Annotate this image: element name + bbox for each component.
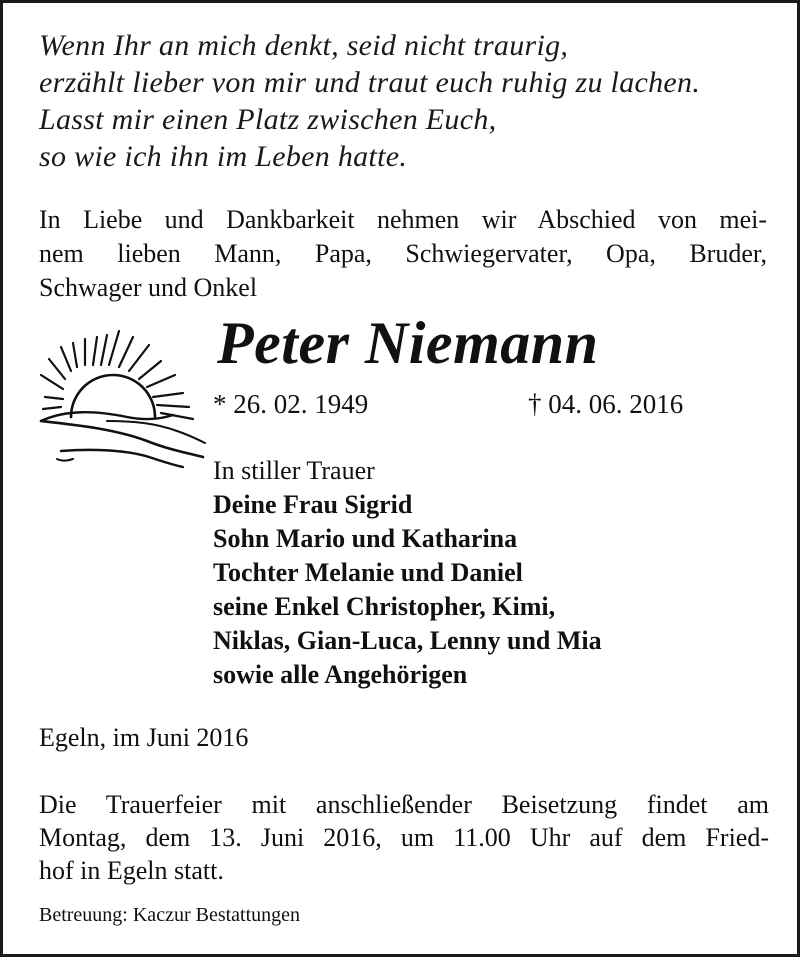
deceased-name: Peter Niemann (217, 310, 599, 376)
mourners-list (213, 454, 773, 692)
funeral-home-credit: Betreuung: Kaczur Bestattungen (39, 904, 301, 926)
ceremony-line: Montag, dem 13. Juni 2016, um 11.00 Uhr auf dem Fried- (39, 823, 769, 852)
intro-line: In Liebe und Dankbarkeit nehmen wir Abschied von mei- (39, 205, 767, 234)
mourner-line: Deine Frau Sigrid (213, 490, 413, 519)
ceremony-line: hof in Egeln statt. (39, 856, 224, 885)
place-and-date: Egeln, im Juni 2016 (39, 723, 249, 752)
poem-line: so wie ich ihn im Leben hatte. (39, 140, 408, 173)
intro-line: Schwager und Onkel (39, 273, 258, 302)
mourner-line: sowie alle Angehörigen (213, 660, 468, 689)
sunset-over-hills-icon (37, 325, 207, 473)
ceremony-line: Die Trauerfeier mit anschließender Beisetzung findet am (39, 790, 769, 819)
poem (39, 27, 779, 175)
mourning-intro: In stiller Trauer (213, 456, 375, 485)
birth-date: * 26. 02. 1949 (213, 389, 369, 419)
mourner-line: Tochter Melanie und Daniel (213, 558, 523, 587)
poem-line: erzählt lieber von mir und traut euch ruhig zu lachen. (39, 66, 701, 99)
mourner-line: Sohn Mario und Katharina (213, 524, 518, 553)
poem-line: Wenn Ihr an mich denkt, seid nicht traurig, (39, 29, 569, 62)
mourner-line: seine Enkel Christopher, Kimi, (213, 592, 556, 621)
death-date: † 04. 06. 2016 (528, 389, 684, 419)
farewell-intro (39, 203, 767, 305)
mourner-line: Niklas, Gian-Luca, Lenny und Mia (213, 626, 602, 655)
poem-line: Lasst mir einen Platz zwischen Euch, (39, 103, 497, 136)
intro-line: nem lieben Mann, Papa, Schwiegervater, Opa, Bruder, (39, 239, 767, 268)
funeral-ceremony-info (39, 788, 769, 887)
